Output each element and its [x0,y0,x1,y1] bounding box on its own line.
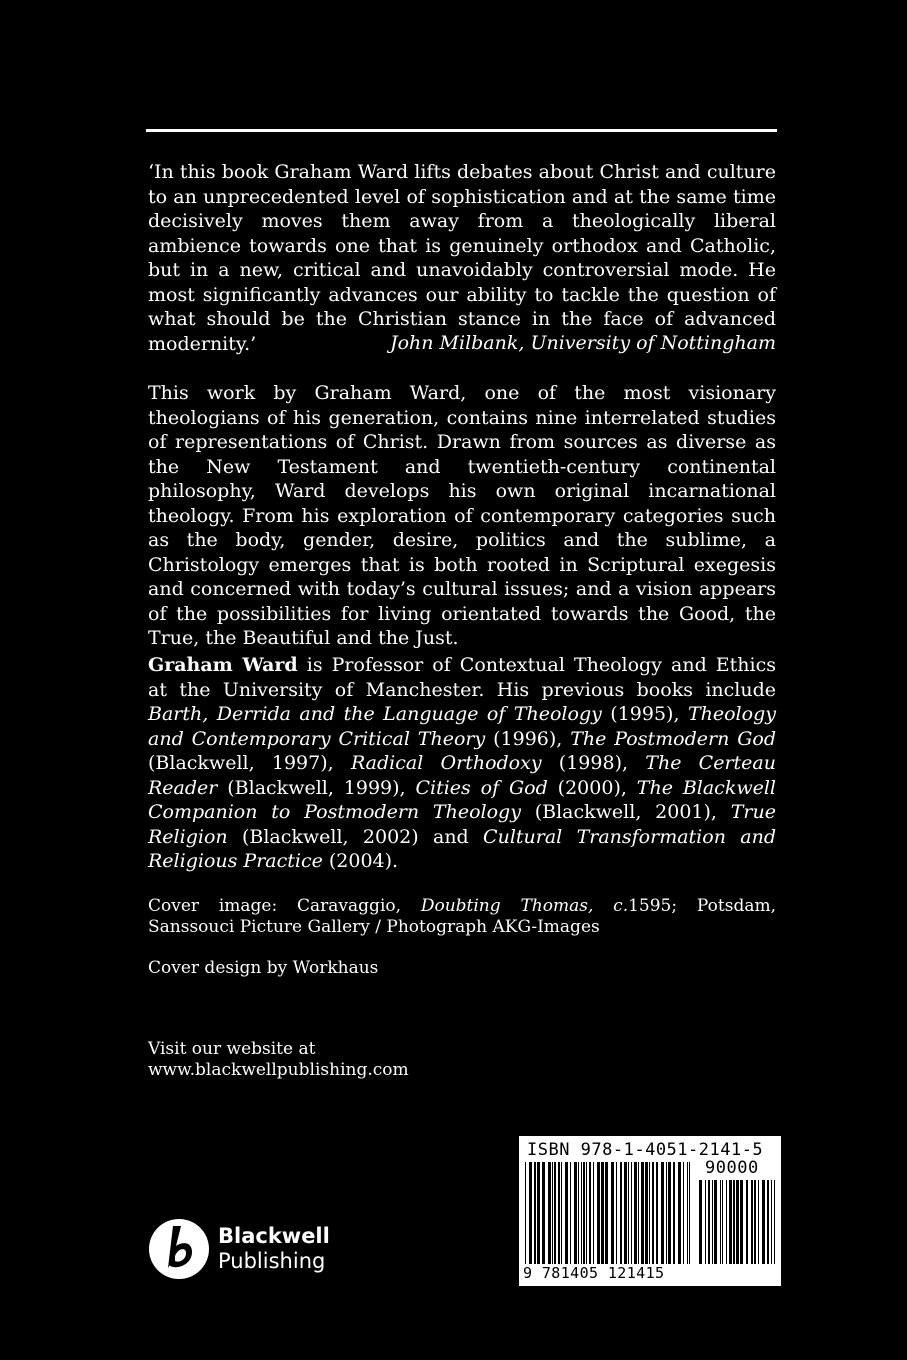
barcode-bar [631,1162,632,1264]
book-title: Cities of God [415,776,548,799]
barcode-bar [537,1162,540,1264]
barcode-bar [578,1162,579,1264]
top-rule [146,129,777,132]
book-title: Barth, Derrida and the Language of Theology [148,703,602,725]
barcode-bar [548,1162,551,1264]
bio-text: (Blackwell, 1999), [217,776,416,799]
quote-attribution: John Milbank, University of Nottingham [389,332,776,354]
barcode-bar [570,1162,571,1264]
barcode-bar [628,1162,629,1264]
ean-barcode-bars [525,1162,693,1264]
barcode-bar [552,1162,553,1264]
website-label: Visit our website at [148,1039,316,1059]
bio-text: is Professor of Contextual Theology and Ethics at the University of Manchester. His previous books include [148,654,776,701]
bio-text: (1996), [485,727,571,750]
bio-text: (1995), [601,703,688,725]
bio-text: (Blackwell, 2002) and [227,825,484,848]
barcode-bar [758,1180,759,1264]
barcode-bar [767,1180,769,1264]
book-title: Cultural Transformation and Religious Practice [148,825,776,872]
barcode-bar [726,1180,727,1264]
book-title: The Blackwell Companion to Postmodern Theology [148,776,776,823]
barcode-bar [616,1162,617,1264]
barcode-bar [574,1162,577,1264]
barcode-bar [534,1162,536,1264]
barcode-bar [565,1162,568,1264]
barcode-bar [729,1180,732,1264]
barcode-bar [542,1162,545,1264]
barcode-bar [583,1162,585,1264]
barcode-bar [645,1162,648,1264]
barcode-bar [620,1162,622,1264]
book-title: Theology and Contemporary Critical Theory [148,703,776,750]
cover-image-credit [148,896,776,938]
barcode-bar [708,1180,710,1264]
barcode-bar [554,1162,556,1264]
barcode-bar [689,1162,690,1264]
barcode-bar [687,1162,688,1264]
author-name: Graham Ward [148,654,298,676]
barcode-bar [683,1162,684,1264]
cover-design-credit: Cover design by Workhaus [148,958,379,978]
bio-text: (2000), [547,776,637,799]
barcode-bar [652,1162,654,1264]
barcode-bar [634,1162,637,1264]
barcode-bar [699,1180,702,1264]
barcode-bar [525,1162,526,1264]
barcode-bar [722,1180,723,1264]
barcode-bar [771,1180,772,1264]
ean-digits: 9 781405 121415 [523,1264,665,1282]
book-description: This work by Graham Ward, one of the most visionary theologians of his generation, contains nine interrelated studies of representations of Christ. Drawn from sources as diverse as the New Testament and twentieth-century continental philosophy, Ward develops his own original incarnational theology. From his exploration of contemporary categories such as the body, gender, desire, politics and the sublime, a Christology emerges that is both rooted in Scriptural exegesis and concerned with today’s cultural issues; and a vision appears of the possibilities for living orientated towards the Good, the True, the Beautiful and the Just. [148,382,776,649]
barcode-bar [581,1162,582,1264]
painting-title: Doubting Thomas, c. [420,896,629,916]
barcode-bar [586,1162,587,1264]
barcode-bar [656,1162,658,1264]
barcode-bar [673,1162,675,1264]
blackwell-b-logo-icon [148,1218,210,1280]
credit-text: 1595; Potsdam, Sanssouci Picture Gallery / Photograph AKG-Images [148,896,776,937]
barcode-bar [611,1162,614,1264]
barcode-bar [720,1180,721,1264]
barcode-bar [601,1162,604,1264]
book-title: The Certeau Reader [148,752,776,799]
isbn-number: ISBN 978-1-4051-2141-5 [527,1140,764,1160]
barcode-bar [529,1162,532,1264]
bio-text: (2004). [322,850,399,872]
addon-barcode-bars [699,1180,775,1264]
barcode-bar [589,1162,591,1264]
barcode-bar [561,1162,562,1264]
barcode-bar [736,1180,739,1264]
barcode-bar [638,1162,639,1264]
author-bio [148,653,776,874]
barcode-bar [740,1180,743,1264]
price-code: 90000 [705,1158,759,1178]
barcode-bar [558,1162,560,1264]
barcode-bar [597,1162,600,1264]
book-title: The Postmodern God [570,727,776,750]
barcode-bar [641,1162,644,1264]
barcode-bar [705,1180,706,1264]
publisher-name-bold: Blackwell [218,1224,330,1248]
bio-text: (Blackwell, 1997), [148,752,351,774]
barcode-bar [714,1180,717,1264]
endorsement-quote: ‘In this book Graham Ward lifts debates about Christ and culture to an unprecedented level of sophistication and at the same time decisively moves them away from a theologically liberal ambience towards one that is genuinely orthodox and Catholic, but in a new, critical and unavoidably controversial mode. He most significantly advances our ability to tackle the question of what should be the Christian stance in the face of advanced modernity.’ [148,161,776,355]
publisher-name-regular: Publishing [218,1249,326,1273]
book-title: True Religion [148,801,776,848]
barcode-bar [751,1180,753,1264]
barcode-bar [678,1162,681,1264]
barcode-bar [605,1162,608,1264]
barcode-bar [661,1162,664,1264]
website-notice [148,1039,776,1081]
barcode-bar [649,1162,650,1264]
barcode-bar [666,1162,667,1264]
book-title: Radical Orthodoxy [350,752,542,774]
barcode-bar [668,1162,671,1264]
barcode-bar [593,1162,594,1264]
barcode-bar [746,1180,748,1264]
credit-text: Cover image: Caravaggio, [148,896,421,916]
website-url: www.blackwellpublishing.com [148,1060,409,1080]
barcode-bar [712,1180,713,1264]
barcode-bar [762,1180,765,1264]
barcode-bar [624,1162,627,1264]
barcode-bar [733,1180,735,1264]
barcode-bar [774,1180,775,1264]
isbn-barcode [519,1136,781,1286]
bio-text: (Blackwell, 2001), [520,801,731,823]
barcode-bar [754,1180,756,1264]
publisher-name [218,1224,330,1274]
bio-text: (1998), [541,752,646,774]
